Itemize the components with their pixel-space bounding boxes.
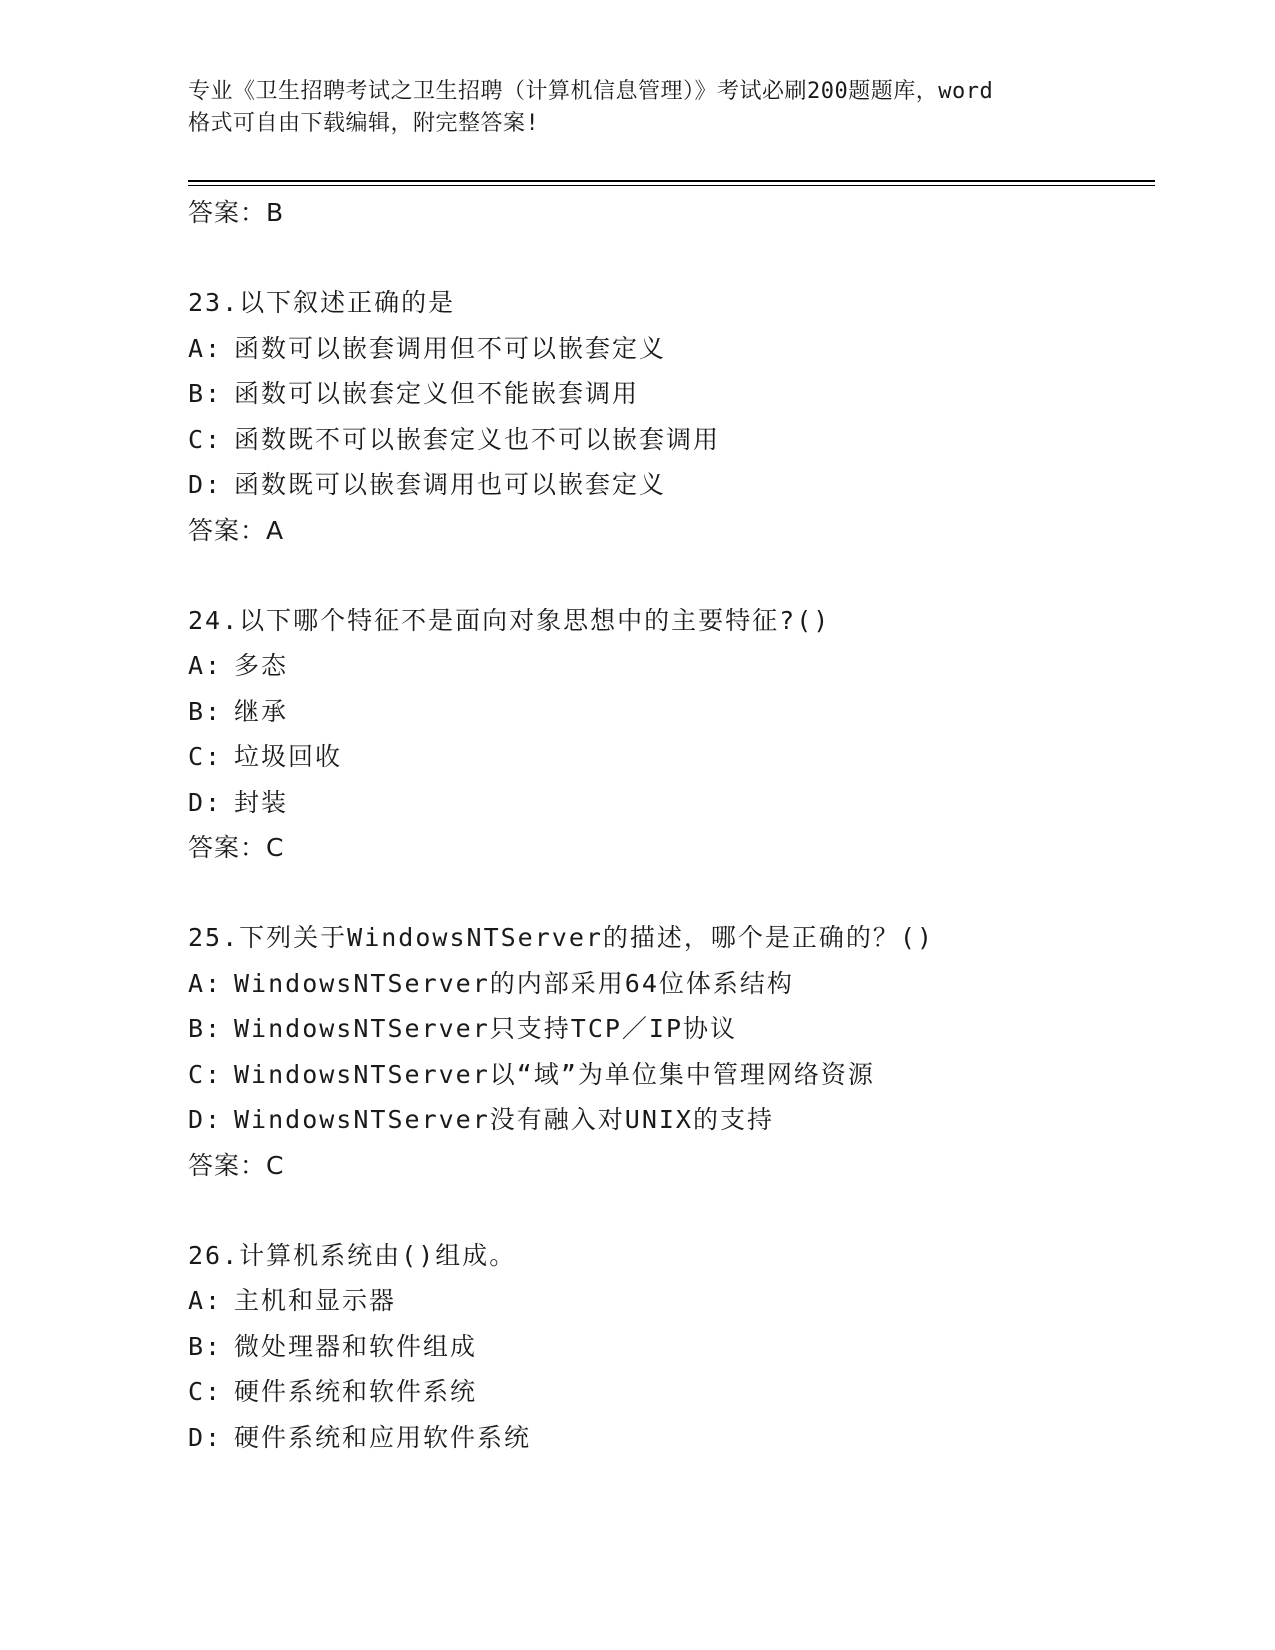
option-tag: B:: [188, 696, 223, 726]
option-d: [188, 780, 1155, 826]
option-tag: B:: [188, 379, 223, 408]
option-d: [188, 462, 1155, 508]
option-text: WindowsNTServer的内部采用64位体系结构: [234, 968, 794, 998]
option-tag: B:: [188, 1331, 223, 1361]
option-tag: A:: [188, 968, 223, 998]
option-d: [188, 1097, 1155, 1143]
question-title: 24.以下哪个特征不是面向对象思想中的主要特征?(): [188, 605, 831, 635]
option-tag: D:: [188, 1422, 223, 1452]
option-text: 垃圾回收: [234, 742, 343, 771]
option-c: [188, 1369, 1155, 1415]
question-block-25: [188, 915, 1155, 1189]
header-line-2: 格式可自由下载编辑，附完整答案!: [188, 111, 540, 136]
header-divider-thin: [188, 185, 1155, 186]
option-a: [188, 961, 1155, 1007]
option-tag: C:: [188, 742, 223, 771]
option-a: [188, 643, 1155, 689]
answer-line: 答案：C: [188, 833, 285, 862]
option-a: [188, 326, 1155, 372]
answer-line: 答案：B: [188, 198, 285, 227]
option-c: [188, 734, 1155, 780]
option-c: [188, 1052, 1155, 1098]
option-text: 函数可以嵌套定义但不能嵌套调用: [234, 379, 640, 408]
answer-line: 答案：C: [188, 1150, 285, 1180]
option-text: 函数可以嵌套调用但不可以嵌套定义: [234, 333, 667, 363]
option-b: [188, 1006, 1155, 1052]
question-title: 25.下列关于WindowsNTServer的描述，哪个是正确的？(): [188, 923, 935, 952]
question-list: [188, 190, 1155, 1460]
option-text: WindowsNTServer只支持TCP／IP协议: [234, 1014, 738, 1043]
option-text: 多态: [234, 651, 289, 680]
option-text: 主机和显示器: [234, 1286, 397, 1315]
document-header: [188, 76, 1088, 140]
option-b: [188, 689, 1155, 735]
question-block-23: [188, 280, 1155, 554]
question-block-26: [188, 1233, 1155, 1461]
option-text: WindowsNTServer没有融入对UNIX的支持: [234, 1105, 774, 1134]
option-tag: D:: [188, 1105, 223, 1134]
question-title: 23.以下叙述正确的是: [188, 288, 456, 317]
option-text: WindowsNTServer以“域”为单位集中管理网络资源: [234, 1059, 875, 1089]
option-text: 函数既可以嵌套调用也可以嵌套定义: [234, 470, 667, 499]
option-d: [188, 1415, 1155, 1461]
option-c: [188, 417, 1155, 463]
option-tag: B:: [188, 1014, 223, 1043]
option-tag: C:: [188, 1377, 223, 1406]
option-tag: D:: [188, 787, 223, 817]
option-text: 微处理器和软件组成: [234, 1331, 478, 1361]
answer-line: 答案：A: [188, 515, 285, 545]
option-text: 封装: [234, 787, 289, 817]
option-tag: A:: [188, 1286, 223, 1315]
option-text: 硬件系统和应用软件系统: [234, 1422, 532, 1452]
question-block-24: [188, 598, 1155, 872]
option-b: [188, 1324, 1155, 1370]
option-b: [188, 371, 1155, 417]
option-tag: A:: [188, 333, 223, 363]
header-line-1: 专业《卫生招聘考试之卫生招聘（计算机信息管理）》考试必刷200题题库，word: [188, 79, 994, 104]
option-text: 硬件系统和软件系统: [234, 1377, 478, 1406]
option-tag: A:: [188, 651, 223, 680]
option-tag: D:: [188, 470, 223, 499]
option-text: 继承: [234, 696, 289, 726]
question-title: 26.计算机系统由()组成。: [188, 1240, 517, 1270]
option-tag: C:: [188, 424, 223, 454]
option-text: 函数既不可以嵌套定义也不可以嵌套调用: [234, 424, 721, 454]
option-tag: C:: [188, 1059, 223, 1089]
option-a: [188, 1278, 1155, 1324]
header-divider-thick: [188, 180, 1155, 182]
